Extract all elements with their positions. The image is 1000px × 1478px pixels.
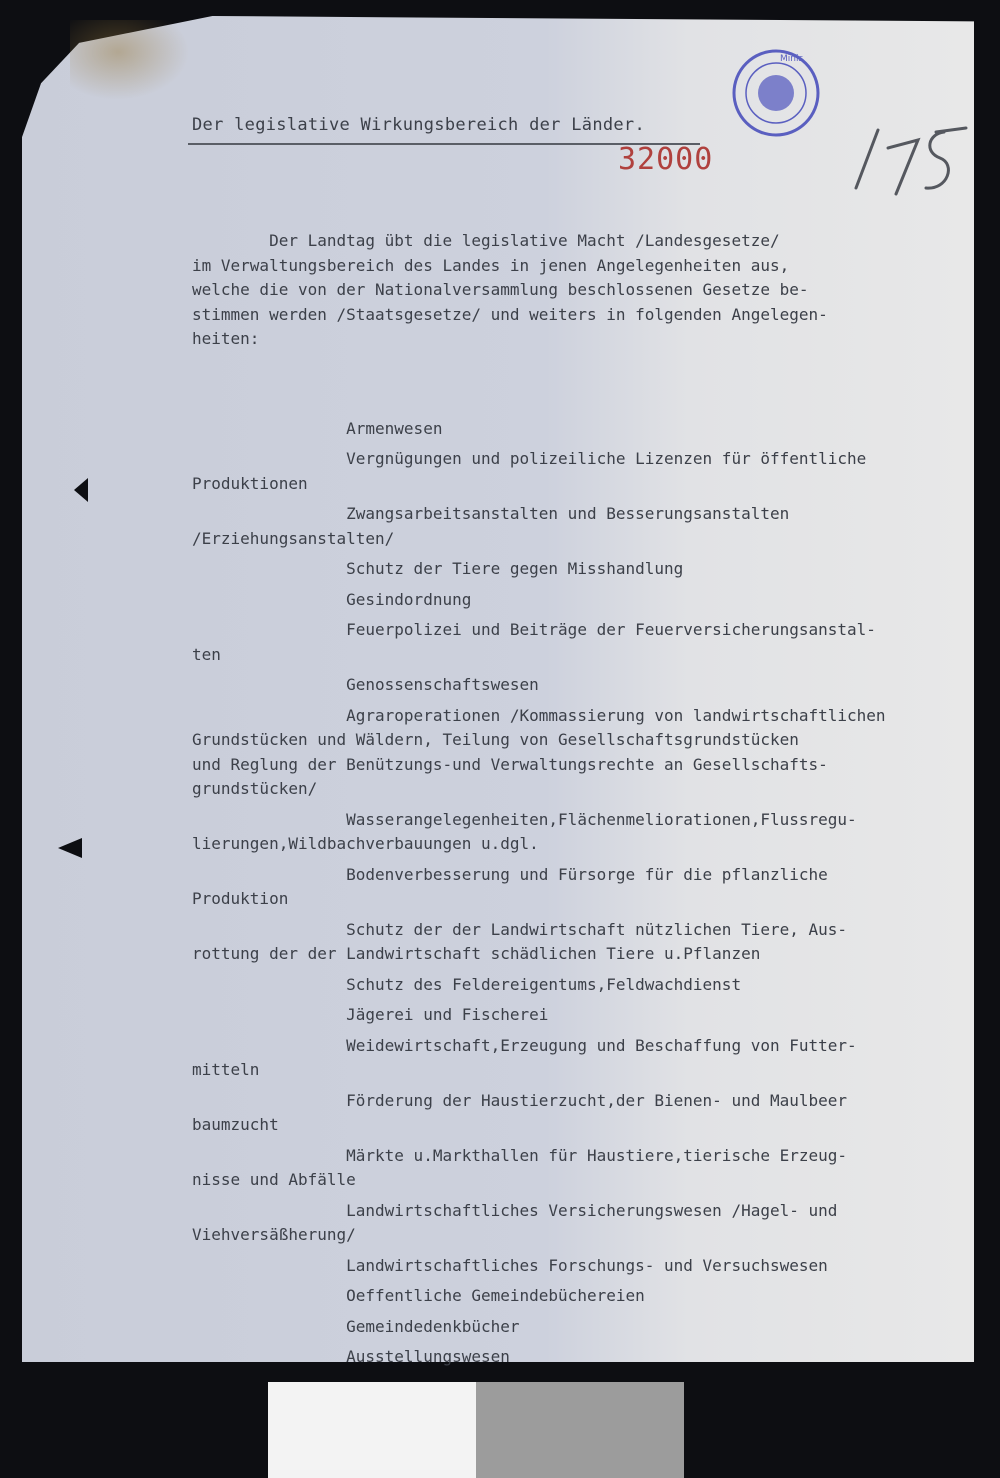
reference-number: 32000 xyxy=(618,142,714,177)
list-item-line: nisse und Abfälle xyxy=(192,1170,356,1189)
list-item-line: Gemeindedenkbücher xyxy=(192,1316,520,1336)
list-item xyxy=(192,918,982,967)
list-item xyxy=(192,557,982,582)
list-item-line: Förderung der Haustierzucht,der Bienen- und Maulbeer xyxy=(192,1090,848,1110)
list-item-line: Vergnügungen und polizeiliche Lizenzen für öffentliche xyxy=(192,449,867,468)
intro-line: stimmen werden /Staatsgesetze/ und weiters in folgenden Angelegen- xyxy=(192,304,828,324)
list-item xyxy=(192,447,982,496)
list-item-line: Feuerpolizei und Beiträge der Feuerversicherungsanstal- xyxy=(192,620,876,639)
list-item-line: Weidewirtschaft,Erzeugung und Beschaffung von Futter- xyxy=(192,1035,857,1055)
list-item xyxy=(192,1345,982,1370)
list-item-line: baumzucht xyxy=(192,1115,279,1134)
list-item-line: Oeffentliche Gemeindebüchereien xyxy=(192,1286,645,1305)
svg-text:Minis: Minis xyxy=(780,54,804,64)
list-item xyxy=(192,808,982,857)
list-item-line: Bodenverbesserung und Fürsorge für die pflanzliche xyxy=(192,864,828,884)
list-item-line: Märkte u.Markthallen für Haustiere,tierische Erzeug- xyxy=(192,1145,848,1165)
list-item-line: Jägerei und Fischerei xyxy=(192,1005,549,1024)
list-item-line: Landwirtschaftliches Versicherungswesen /Hagel- und xyxy=(192,1200,838,1220)
list-item xyxy=(192,1284,982,1309)
list-item-line: grundstücken/ xyxy=(192,779,318,798)
list-item-line: ten xyxy=(192,644,221,664)
list-item xyxy=(192,588,982,613)
subject-list xyxy=(192,417,982,1370)
list-item xyxy=(192,1254,982,1279)
list-item-line: Genossenschaftswesen xyxy=(192,675,539,694)
list-item-line: Grundstücken und Wäldern, Teilung von Gesellschaftsgrundstücken xyxy=(192,730,799,749)
document-title: Der legislative Wirkungsbereich der Länder. xyxy=(192,115,645,135)
list-item xyxy=(192,1034,982,1083)
list-item-line: mitteln xyxy=(192,1060,260,1079)
list-item xyxy=(192,973,982,998)
intro-line: Der Landtag übt die legislative Macht /Landesgesetze/ xyxy=(192,231,780,250)
list-item-line: Zwangsarbeitsanstalten und Besserungsanstalten xyxy=(192,504,790,523)
list-item xyxy=(192,618,982,667)
list-item xyxy=(192,1199,982,1248)
ministry-stamp xyxy=(730,47,822,139)
list-item xyxy=(192,502,982,551)
rust-stain xyxy=(70,20,190,100)
list-item-line: Schutz der Tiere gegen Misshandlung xyxy=(192,559,684,578)
list-item-line: Agraroperationen /Kommassierung von landwirtschaftlichen xyxy=(192,705,886,725)
list-item-line: Wasserangelegenheiten,Flächenmeliorationen,Flussregu- xyxy=(192,809,857,829)
paper-tear xyxy=(58,838,82,858)
list-item-line: lierungen,Wildbachverbauungen u.dgl. xyxy=(192,834,539,853)
list-item xyxy=(192,1144,982,1193)
list-item-line: Schutz des Feldereigentums,Feldwachdienst xyxy=(192,974,742,994)
paper-tear xyxy=(74,478,88,502)
list-item-line: Landwirtschaftliches Forschungs- und Versuchswesen xyxy=(192,1255,828,1275)
list-item xyxy=(192,1315,982,1340)
intro-paragraph xyxy=(192,229,982,352)
list-item-line: Produktionen xyxy=(192,473,308,493)
list-item-line: Gesindordnung xyxy=(192,589,472,609)
list-item-line: Viehversäßherung/ xyxy=(192,1225,356,1244)
list-item-line: /Erziehungsanstalten/ xyxy=(192,528,395,548)
list-item-line: und Reglung der Benützungs-und Verwaltungsrechte an Gesellschafts- xyxy=(192,754,828,774)
list-item-line: Schutz der der Landwirtschaft nützlichen Tiere, Aus- xyxy=(192,919,848,939)
intro-line: im Verwaltungsbereich des Landes in jenen Angelegenheiten aus, xyxy=(192,255,790,275)
list-item xyxy=(192,673,982,698)
white-calibration-patch xyxy=(268,1382,476,1478)
list-item xyxy=(192,417,982,442)
list-item xyxy=(192,863,982,912)
intro-line: heiten: xyxy=(192,329,260,348)
list-item-line: Ausstellungswesen xyxy=(192,1347,510,1366)
list-item xyxy=(192,704,982,802)
list-item-line: rottung der der Landwirtschaft schädlichen Tiere u.Pflanzen xyxy=(192,944,761,963)
intro-line: welche die von der Nationalversammlung beschlossenen Gesetze be- xyxy=(192,280,809,299)
document-body xyxy=(192,180,982,1400)
list-item xyxy=(192,1089,982,1138)
list-item xyxy=(192,1003,982,1028)
list-item-line: Produktion xyxy=(192,889,289,908)
list-item-line: Armenwesen xyxy=(192,418,443,438)
gray-calibration-patch xyxy=(476,1382,684,1478)
